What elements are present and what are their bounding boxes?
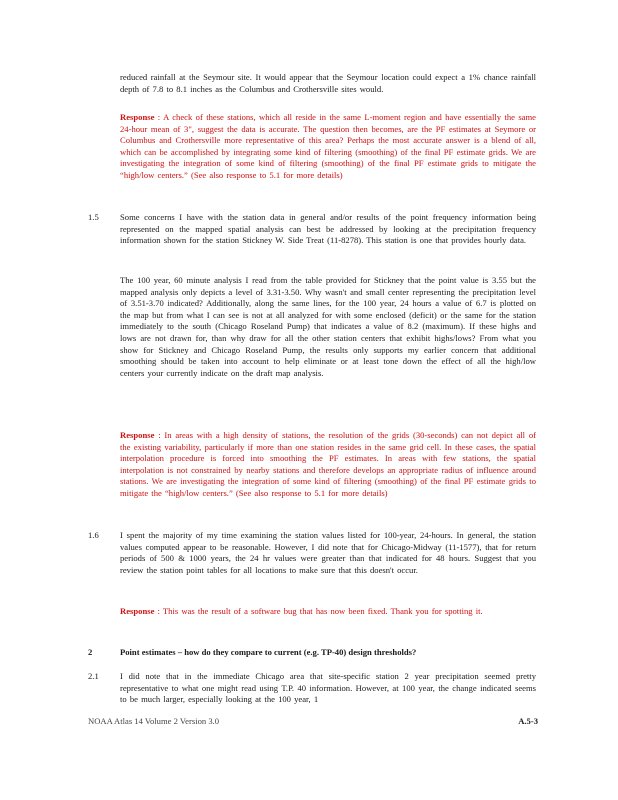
- item-2-1-paragraph: I did note that in the immediate Chicago area that site-specific station 2 year precipitation seemed pretty representative to what one might read using T.P. 40 information. However, at 100 year, the change indicated seems to be much larger, especially looking at the 100 year, 1: [120, 671, 536, 705]
- response-intro: [120, 112, 536, 182]
- section-number: 2: [88, 647, 93, 657]
- response-1-6: [120, 606, 536, 618]
- page-number: A.5-3: [518, 716, 538, 726]
- response-text: : A check of these stations, which all reside in the same L-moment region and have essentially the same 24-hour mean of 3", suggest the data is accurate. The question then becomes, are the PF estimates at Seymore or Columbus and Crothersville more representative of this area? Perhaps the most accurate answer is a blend of all, which can be accomplished by integrating some kind of filtering (smoothing) of the final PF estimate grids. We are investigating the integration of some kind of filtering (smoothing) of the final PF estimate grids to mitigate the “high/low centers.” (See also response to 5.1 for more details): [120, 112, 537, 180]
- item-1-5-paragraph-b: The 100 year, 60 minute analysis I read from the table provided for Stickney that the point value is 3.55 but the mapped analysis only depicts a level of 3.31-3.50. Why wasn't and small center representing the precipitation level of 3.51-3.70 indicated? Additionally, along the same lines, for the 100 year, 24 hours a value of 6.7 is plotted on the map but from what I can see is not at all analyzed for with some enclosed (deficit) or the same for the station immediately to the south (Chicago Roseland Pump) that indicates a value of 8.2 (maximum). If these highs and lows are not drawn for, than why draw for all the other station centers that exhibit highs/lows? From what you show for Stickney and Chicago Roseland Pump, the results only supports my earlier concern that additional smoothing should be taken into account to help eliminate or at least tone down the effect of all the high/low centers your currently indicate on the draft map analysis.: [120, 275, 536, 378]
- response-1-5: [120, 430, 536, 500]
- footer-title: NOAA Atlas 14 Volume 2 Version 3.0: [88, 716, 220, 726]
- intro-paragraph: reduced rainfall at the Seymour site. It would appear that the Seymour location could expect a 1% chance rainfall depth of 7.8 to 8.1 inches as the Columbus and Crothersville sites would.: [120, 72, 536, 94]
- response-label: Response: [120, 112, 155, 122]
- item-1-5-paragraph-a: Some concerns I have with the station data in general and/or results of the point frequency information being represented on the mapped spatial analysis can best be addressed by looking at the precipitation frequency information shown for the station Stickney W. Side Treat (11-8278). This station is one that provides hourly data.: [120, 212, 536, 246]
- item-number-1-5: 1.5: [88, 212, 99, 222]
- response-text: : This was the result of a software bug that has now been fixed. Thank you for spotting it.: [157, 606, 483, 616]
- item-1-6-paragraph: I spent the majority of my time examining the station values listed for 100-year, 24-hours. In general, the station values computed appear to be reasonable. However, I did note that for Chicago-Midway (11-1577), that for return periods of 500 & 1000 years, the 24 hr values were greater than that indicated for 48 hours. Suggest that you review the station point tables for all locations to make sure that this doesn't occur.: [120, 530, 536, 575]
- section-title: Point estimates – how do they compare to current (e.g. TP-40) design thresholds?: [120, 647, 417, 657]
- response-label: Response: [120, 606, 155, 616]
- item-number-2-1: 2.1: [88, 671, 99, 681]
- item-number-1-6: 1.6: [88, 530, 99, 540]
- section-heading-2: [88, 647, 538, 659]
- response-text: : In areas with a high density of stations, the resolution of the grids (30-seconds) can not depict all of the existing variability, particularly if more than one station resides in the same grid cell. In these cases, the spatial interpolation procedure is forced into smoothing the PF estimates. In areas with few stations, the spatial interpolation is not constrained by nearby stations and therefore develops an appropriate radius of influence around stations. We are investigating the integration of some kind of filtering (smoothing) of the final PF estimate grids to mitigate the “high/low centers.” (See also response to 5.1 for more details): [120, 430, 536, 498]
- response-label: Response: [120, 430, 155, 440]
